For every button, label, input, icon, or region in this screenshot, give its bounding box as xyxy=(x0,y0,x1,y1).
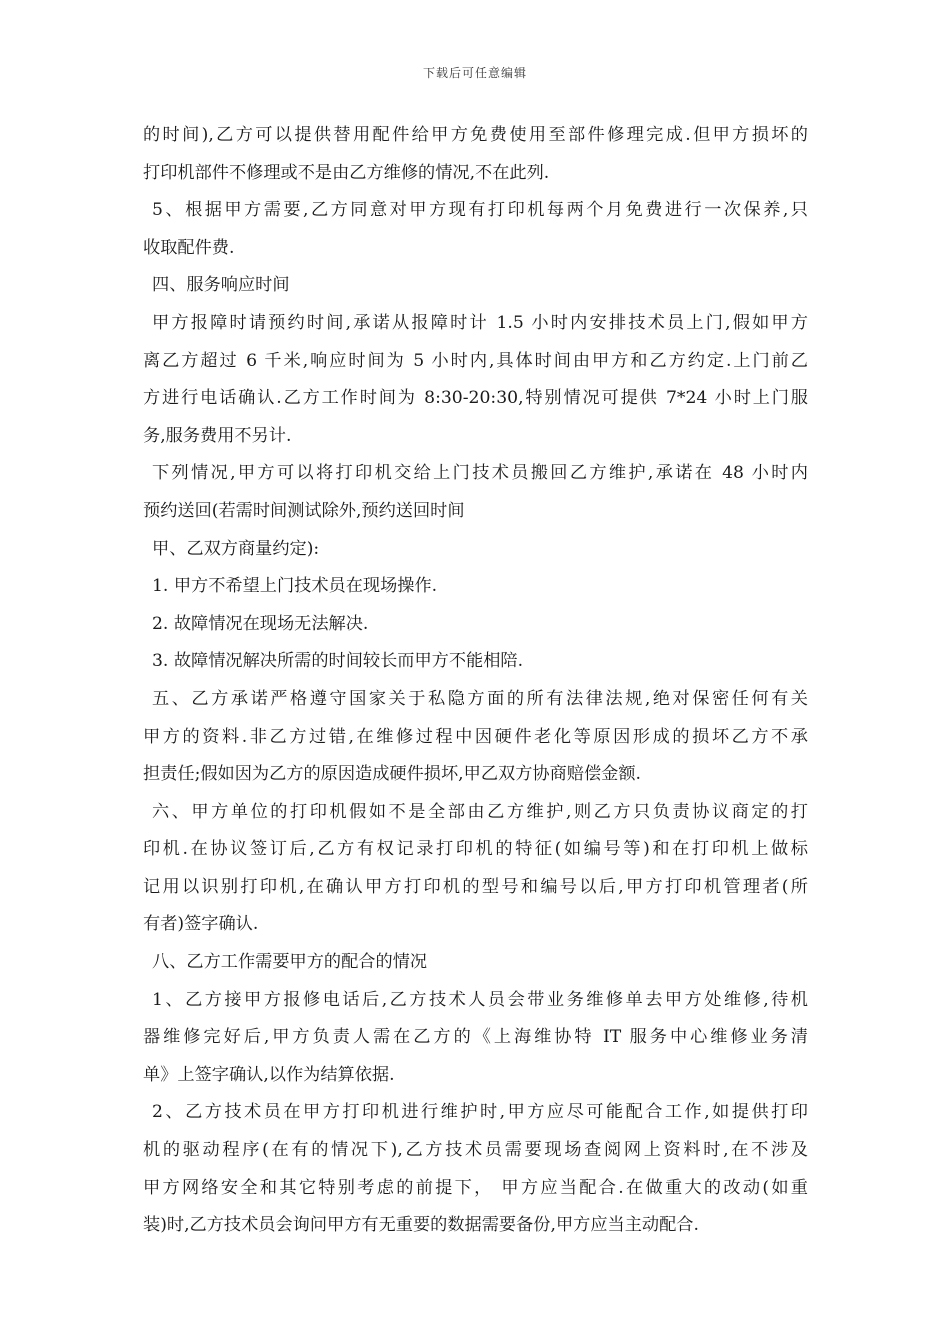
text-line: 方进行电话确认.乙方工作时间为 8:30-20:30,特别情况可提供 7*24 小时上门服 xyxy=(143,388,808,409)
text-line: 装)时,乙方技术员会询问甲方有无重要的数据需要备份,甲方应当主动配合. xyxy=(143,1215,699,1236)
paragraph xyxy=(143,305,808,455)
text-line: 5、根据甲方需要,乙方同意对甲方现有打印机每两个月免费进行一次保养,只 xyxy=(152,200,808,221)
paragraph xyxy=(143,455,808,530)
text-line: 3. 故障情况解决所需的时间较长而甲方不能相陪. xyxy=(152,651,524,672)
text-line: 记用以识别打印机,在确认甲方打印机的型号和编号以后,甲方打印机管理者(所 xyxy=(143,876,808,897)
text-line: 器维修完好后,甲方负责人需在乙方的《上海维协特 IT 服务中心维修业务清 xyxy=(143,1027,808,1048)
text-line: 预约送回(若需时间测试除外,预约送回时间 xyxy=(143,500,465,521)
paragraph xyxy=(143,117,808,192)
text-line: 六、甲方单位的打印机假如不是全部由乙方维护,则乙方只负责协议商定的打 xyxy=(152,801,808,822)
text-line: 担责任;假如因为乙方的原因造成硬件损坏,甲乙双方协商赔偿金额. xyxy=(143,764,641,785)
text-line: 的时间),乙方可以提供替用配件给甲方免费使用至部件修理完成.但甲方损坏的 xyxy=(143,125,808,145)
paragraph xyxy=(143,568,808,606)
text-line: 收取配件费. xyxy=(143,237,235,258)
text-line: 务,服务费用不另计. xyxy=(143,425,292,446)
paragraph xyxy=(143,794,808,944)
text-line: 五、乙方承诺严格遵守国家关于私隐方面的所有法律法规,绝对保密任何有关 xyxy=(152,688,808,709)
paragraph xyxy=(143,681,808,794)
paragraph xyxy=(143,982,808,1095)
text-line: 四、服务响应时间 xyxy=(152,275,290,296)
text-line: 2、乙方技术员在甲方打印机进行维护时,甲方应尽可能配合工作,如提供打印 xyxy=(152,1102,808,1123)
paragraph xyxy=(143,192,808,267)
text-line: 机的驱动程序(在有的情况下),乙方技术员需要现场查阅网上资料时,在不涉及 xyxy=(143,1140,808,1161)
paragraph xyxy=(143,944,808,982)
text-line: 甲方报障时请预约时间,承诺从报障时计 1.5 小时内安排技术员上门,假如甲方 xyxy=(152,312,808,333)
text-line: 下列情况,甲方可以将打印机交给上门技术员搬回乙方维护,承诺在 48 小时内 xyxy=(152,463,808,484)
text-line: 有者)签字确认. xyxy=(143,914,259,935)
text-line: 单》上签字确认,以作为结算依据. xyxy=(143,1064,395,1085)
paragraph xyxy=(143,531,808,569)
text-line: 甲方网络安全和其它特别考虑的前提下， 甲方应当配合.在做重大的改动(如重 xyxy=(143,1177,808,1198)
paragraph xyxy=(143,606,808,644)
text-line: 1、乙方接甲方报修电话后,乙方技术人员会带业务维修单去甲方处维修,待机 xyxy=(152,989,808,1010)
text-line: 八、乙方工作需要甲方的配合的情况 xyxy=(152,952,428,973)
page-header: 下载后可任意编辑 xyxy=(422,66,527,80)
text-line: 甲、乙双方商量约定): xyxy=(152,538,320,559)
text-line: 1. 甲方不希望上门技术员在现场操作. xyxy=(152,576,438,597)
paragraph xyxy=(143,267,808,305)
document-body xyxy=(143,117,808,1245)
text-line: 甲方的资料.非乙方过错,在维修过程中因硬件老化等原因形成的损坏乙方不承 xyxy=(143,726,808,747)
text-line: 打印机部件不修理或不是由乙方维修的情况,不在此列. xyxy=(143,162,550,183)
paragraph xyxy=(143,643,808,681)
paragraph xyxy=(143,1094,808,1244)
text-line: 印机.在协议签订后,乙方有权记录打印机的特征(如编号等)和在打印机上做标 xyxy=(143,839,808,860)
text-line: 离乙方超过 6 千米,响应时间为 5 小时内,具体时间由甲方和乙方约定.上门前乙 xyxy=(143,350,808,371)
text-line: 2. 故障情况在现场无法解决. xyxy=(152,613,369,634)
